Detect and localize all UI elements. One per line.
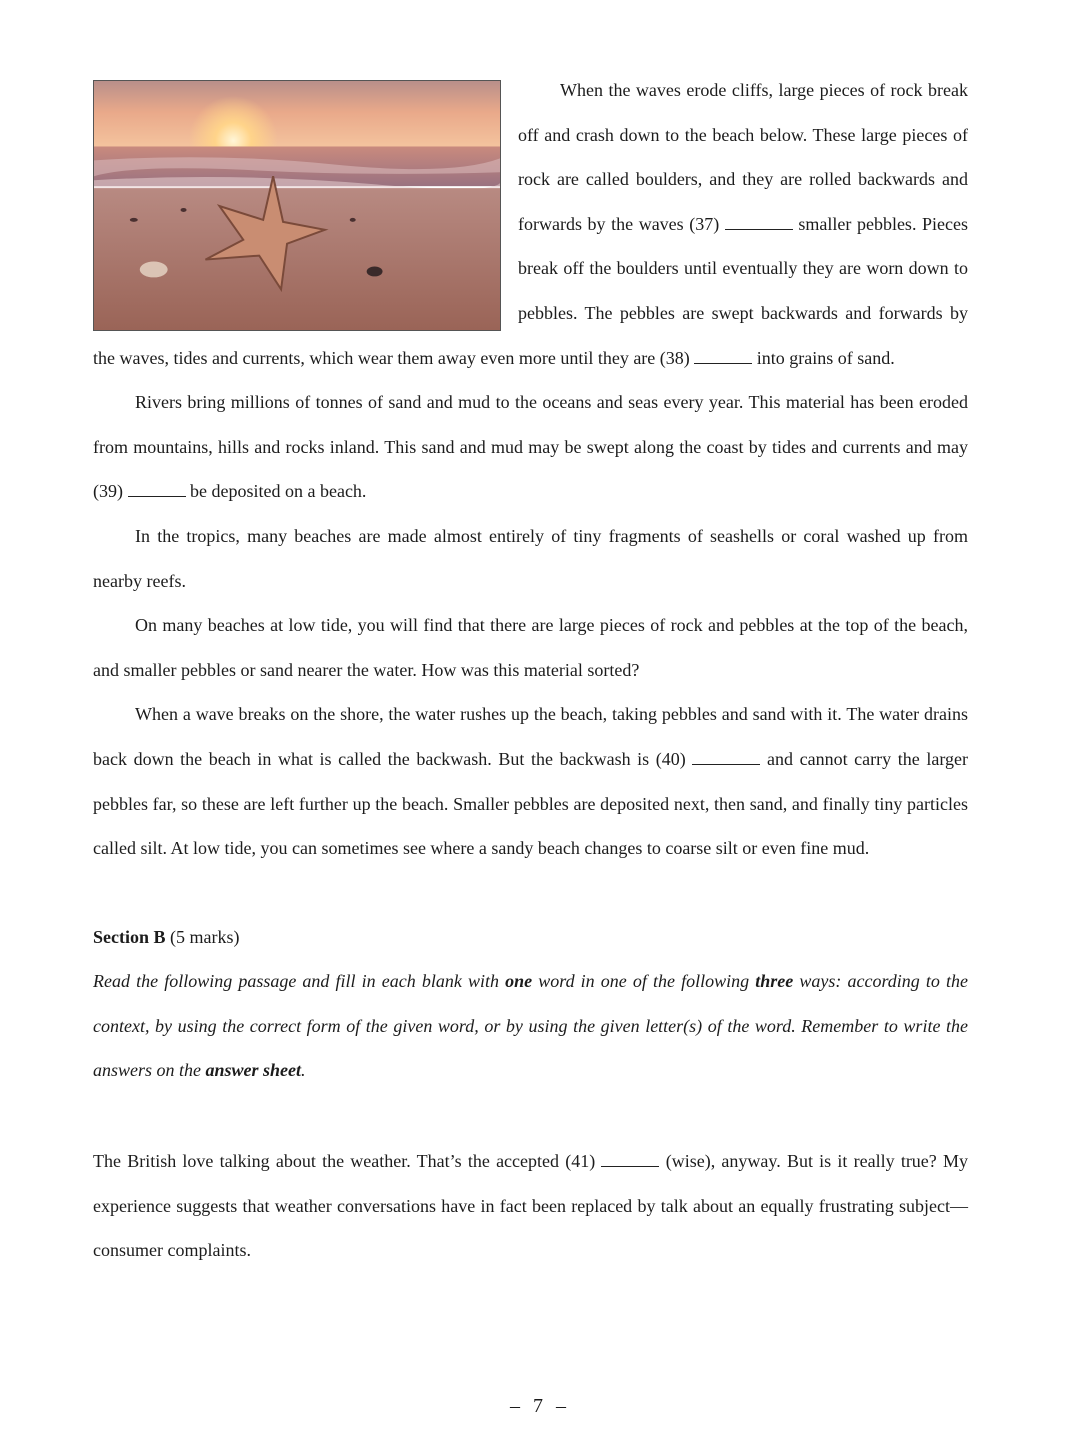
paragraph-text: be deposited on a beach. [185,481,367,502]
question-number-39: (39) [93,481,123,502]
instruction-emphasis-answer-sheet: answer sheet [205,1060,302,1081]
section-marks: (5 marks) [165,926,240,947]
blank-37[interactable] [725,213,793,230]
starfish-sunset-image [94,81,500,330]
starfish-sunset-photo [93,80,501,331]
blank-39[interactable] [128,480,186,497]
passage-paragraph-3: In the tropics, many beaches are made almost entirely of tiny fragments of seashells or coral washed up from nearby reefs. [93,525,968,591]
blank-41[interactable] [601,1150,659,1167]
paragraph-text: When a wave breaks on the shore, the water rushes up the beach, taking pebbles and sand with it. The water drains back down the beach in what is called the backwash. But the backwash is [93,704,968,769]
passage-paragraph-2 [93,380,968,514]
instruction-emphasis-three: three [755,971,794,992]
document-page [93,68,968,1273]
section-b-instructions [93,959,968,1093]
paragraph-text: (wise), anyway. But is it really true? My experience suggests that weather conversations have in fact been replaced by talk about an equally frustrating subject—consumer complaints. [93,1151,969,1261]
question-number-38: (38) [659,347,690,368]
blank-38[interactable] [694,346,752,363]
instruction-text: Read the following passage and fill in each blank with [93,971,506,992]
instruction-text: . [301,1060,306,1081]
page-number: – 7 – [510,1395,570,1417]
section-b-passage [93,1139,968,1273]
paragraph-text: The British love talking about the weather. That’s the accepted [93,1151,566,1172]
section-title: Section B [93,926,166,947]
blank-40[interactable] [692,748,760,765]
question-number-40: (40) [655,748,686,769]
instruction-text: word in one of the following [532,971,756,992]
section-b-heading [93,915,968,960]
paragraph-text: Rivers bring millions of tonnes of sand and mud to the oceans and seas every year. This material has been eroded from mountains, hills and rocks inland. This sand and mud may be swept along the coast by tides and currents and may [93,392,968,457]
paragraph-text: and cannot carry the larger pebbles far, so these are left further up the beach. Smaller pebbles are deposited next, then sand, and finally tiny particles called silt. At low tide, you can sometimes see where a sandy beach changes to coarse silt or even fine mud. [93,748,968,859]
paragraph-text: into grains of sand. [752,347,895,368]
instruction-text: ways: according to the context, by using the correct form of the given word, or by using the given letter(s) of the word. Remember to write the answers on the [93,971,969,1081]
instruction-emphasis-one: one [505,971,533,992]
question-number-41: (41) [565,1151,596,1172]
question-number-37: (37) [689,213,720,234]
passage-paragraph-5 [93,692,968,870]
paragraph-text: When the waves erode cliffs, large pieces of rock break off and crash down to the beach below. These large pieces of rock are called boulders, and they are rolled backwards and forwards by the waves [518,80,968,234]
paragraph-text: smaller pebbles. Pieces break off the boulders until eventually they are worn down to pebbles. The pebbles are swept backwards and forwards by the waves, tides and currents, which wear them away even more until they are [93,213,968,368]
passage-paragraph-4: On many beaches at low tide, you will find that there are large pieces of rock and pebbles at the top of the beach, and smaller pebbles or sand nearer the water. How was this material sorted? [93,615,968,680]
